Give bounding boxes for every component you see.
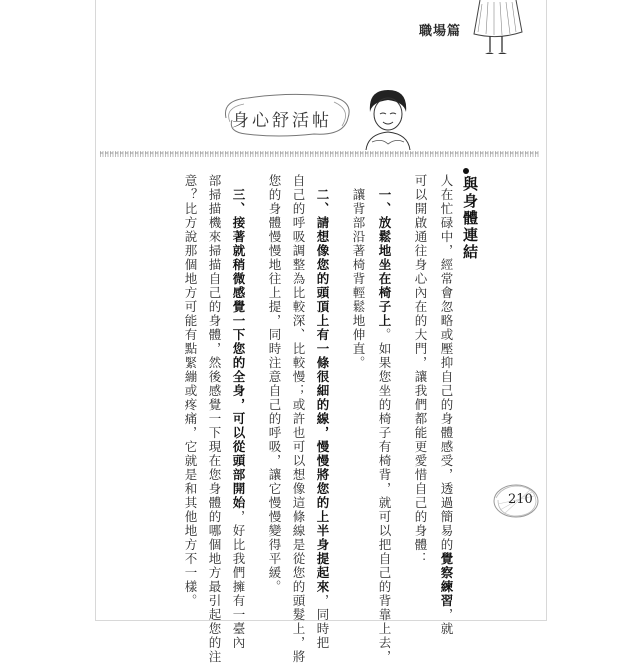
step3-line-2: 部掃描機來掃描自己的身體，然後感覺一下現在您身體的哪個地方最引起您的注 <box>207 174 222 664</box>
chapter-label: 職場篇 <box>419 24 462 39</box>
step2-line-1: 二、請想像您的頭頂上有一條很細的線，慢慢將您的上半身提起來，同時把 <box>315 188 330 650</box>
woman-figure-icon <box>468 0 528 62</box>
bullet-dot <box>463 168 469 174</box>
step3-line-3: 意？比方說那個地方可能有點緊繃或疼痛，它就是和其他地方不一樣。 <box>183 174 198 608</box>
step2-line-2: 自己的呼吸調整為比較深、比較慢；或許也可以想像這條線是從您的頭髮上，將 <box>291 174 306 664</box>
section-title: 與身體連結 <box>461 176 479 261</box>
step1-line-2: 讓背部沿著椅背輕鬆地伸直。 <box>351 188 366 370</box>
step3-line-1: 三、接著就稍微感覺一下您的全身，可以從頭部開始，好比我們擁有一臺內 <box>231 188 246 650</box>
banner-title: 身心舒活帖 <box>232 111 332 131</box>
woman-portrait-icon <box>358 84 418 152</box>
page-number: 210 <box>508 492 533 507</box>
step1-line-1: 一、放鬆地坐在椅子上。如果您坐的椅子有椅背，就可以把自己的背靠上去， <box>377 188 392 664</box>
step2-line-3: 您的身體慢慢地往上提，同時注意自己的呼吸，讓它慢慢變得平緩。 <box>267 174 282 594</box>
intro-line-1: 人在忙碌中，經常會忽略或壓抑自己的身體感受，透過簡易的覺察練習，就 <box>439 174 454 636</box>
intro-line-2: 可以開啟通往身心內在的大門，讓我們都能更愛惜自己的身體： <box>413 174 428 566</box>
pencil-divider <box>100 148 540 160</box>
